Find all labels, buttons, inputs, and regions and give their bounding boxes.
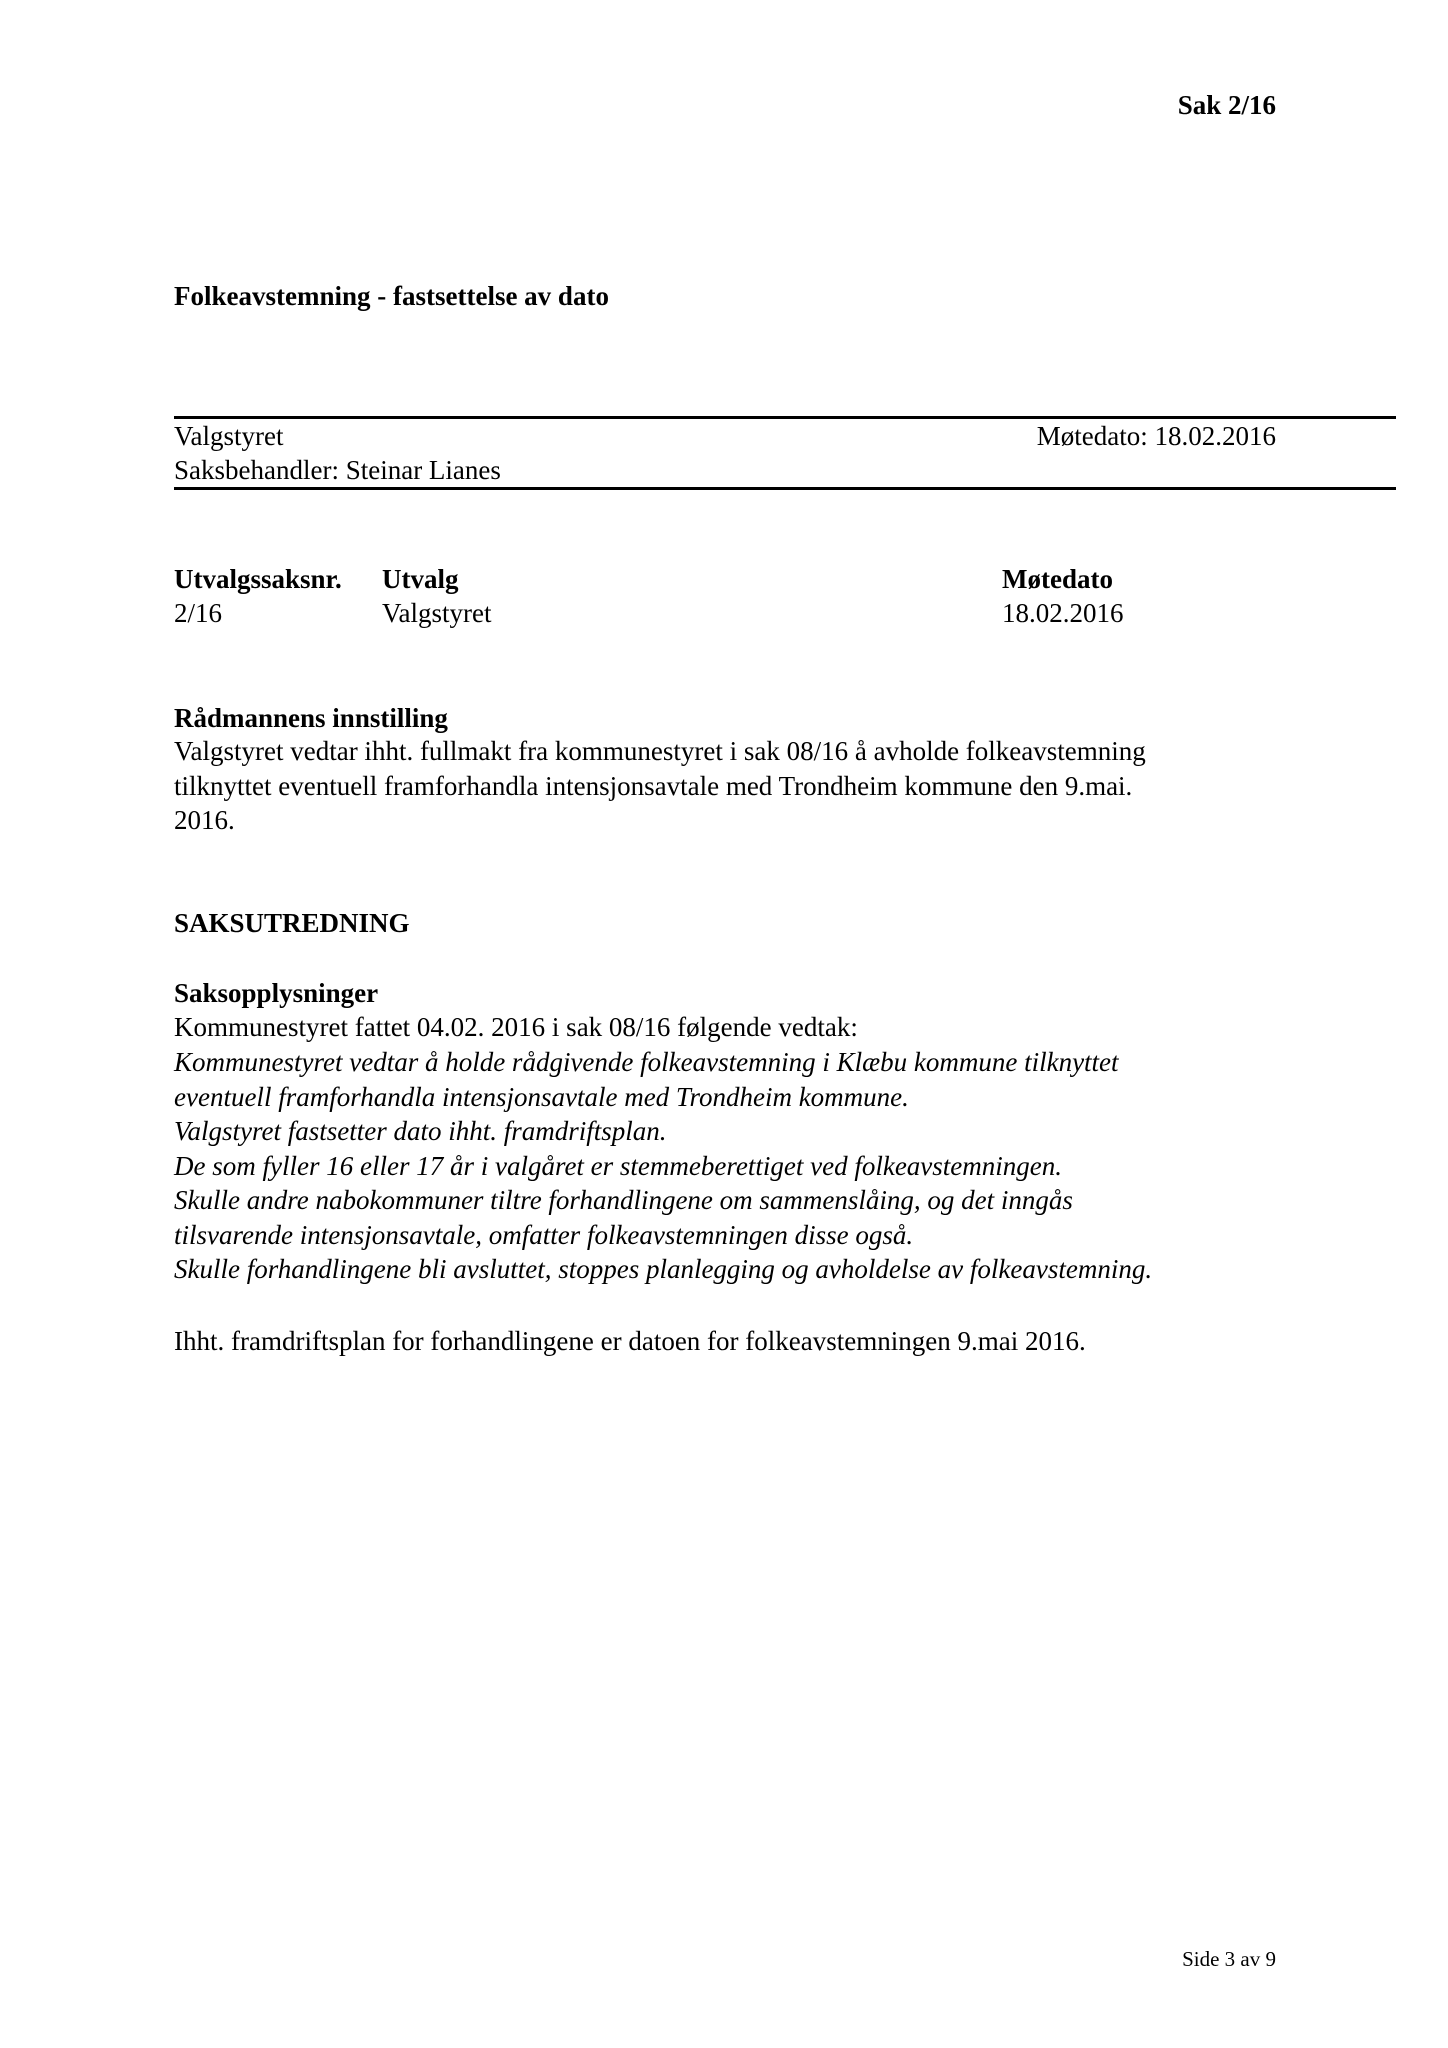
recommendation-line: Valgstyret vedtar ihht. fullmakt fra kommunestyret i sak 08/16 å avholde folkeavstemning	[174, 736, 1146, 766]
recommendation-text	[174, 734, 1146, 838]
case-info-intro: Kommunestyret fattet 04.02. 2016 i sak 08/16 følgende vedtak:	[174, 1012, 858, 1042]
table-cell-case-number: 2/16	[174, 598, 223, 628]
meeting-date: Møtedato: 18.02.2016	[1036, 421, 1276, 451]
case-reference: Sak 2/16	[1177, 90, 1276, 120]
case-officer: Saksbehandler: Steinar Lianes	[174, 455, 501, 485]
council-decision-text	[174, 1045, 1152, 1287]
document-title: Folkeavstemning - fastsettelse av dato	[174, 281, 609, 311]
table-header-committee: Utvalg	[382, 564, 459, 594]
table-cell-meeting-date: 18.02.2016	[1002, 598, 1124, 628]
case-info-heading: Saksopplysninger	[174, 978, 379, 1008]
table-header-meeting-date: Møtedato	[1002, 564, 1113, 594]
page-number: Side 3 av 9	[1182, 1947, 1276, 1971]
header-bottom-rule	[174, 487, 1396, 490]
decision-line: Valgstyret fastsetter dato ihht. framdriftsplan.	[174, 1116, 667, 1146]
recommendation-line: tilknyttet eventuell framforhandla intensjonsavtale med Trondheim kommune den 9.mai.	[174, 770, 1133, 801]
recommendation-heading: Rådmannens innstilling	[174, 703, 448, 733]
decision-line: eventuell framforhandla intensjonsavtale med Trondheim kommune.	[174, 1081, 909, 1112]
decision-line: tilsvarende intensjonsavtale, omfatter folkeavstemningen disse også.	[174, 1219, 914, 1250]
decision-line: Kommunestyret vedtar å holde rådgivende folkeavstemning i Klæbu kommune tilknyttet	[174, 1047, 1119, 1077]
section-title: SAKSUTREDNING	[174, 908, 410, 938]
decision-line: De som fyller 16 eller 17 år i valgåret er stemmeberettiget ved folkeavstemningen.	[174, 1150, 1063, 1181]
table-cell-committee: Valgstyret	[382, 598, 492, 628]
decision-line: Skulle andre nabokommuner tiltre forhandlingene om sammenslåing, og det inngås	[174, 1185, 1073, 1215]
conclusion-text: Ihht. framdriftsplan for forhandlingene er datoen for folkeavstemningen 9.mai 2016.	[174, 1326, 1086, 1356]
recommendation-line: 2016.	[174, 805, 235, 835]
table-header-case-number: Utvalgssaksnr.	[174, 564, 342, 594]
decision-line: Skulle forhandlingene bli avsluttet, stoppes planlegging og avholdelse av folkeavstemning.	[174, 1254, 1153, 1284]
committee-name: Valgstyret	[174, 421, 284, 451]
